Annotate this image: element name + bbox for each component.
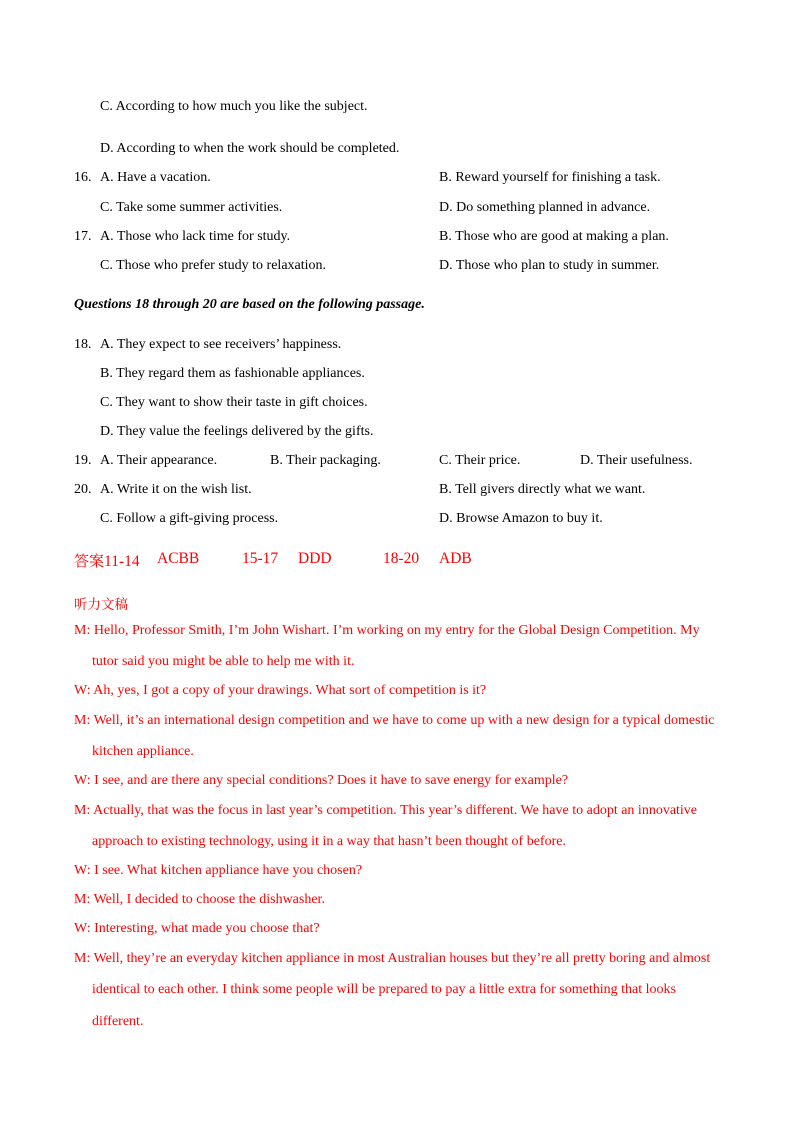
transcript-line-5-text-1: M: Actually, that was the focus in last year’s competition. This year’s different. We have to adopt an innovative: [74, 803, 698, 818]
transcript-line-1-cont: [92, 654, 727, 670]
answer-key: [74, 550, 140, 571]
q20-option-b: B. Tell givers directly what we want.: [439, 482, 646, 497]
q18-number: 18.: [74, 337, 92, 352]
q16-option-c: C. Take some summer activities.: [100, 200, 283, 215]
transcript-line-5-text-2: approach to existing technology, using it in a way that hasn’t been thought of before.: [92, 834, 566, 849]
transcript-line-3-text-2: kitchen appliance.: [92, 744, 194, 759]
transcript-line-9-cont-2: [92, 1014, 727, 1030]
transcript-line-8-text-1: W: Interesting, what made you choose that?: [74, 921, 320, 936]
transcript-line-8: [74, 921, 727, 937]
q19-option-b: B. Their packaging.: [270, 453, 381, 468]
transcript-line-3-cont: [92, 744, 727, 760]
q19-number: 19.: [74, 453, 92, 468]
transcript-line-1: [74, 623, 727, 639]
q15-option-d: D. According to when the work should be completed.: [100, 141, 400, 156]
q20-option-c: C. Follow a gift-giving process.: [100, 511, 279, 526]
transcript-line-1-text-2: tutor said you might be able to help me with it.: [92, 654, 355, 669]
q20-number: 20.: [74, 482, 92, 497]
q16-option-d: D. Do something planned in advance.: [439, 200, 651, 215]
answer-range-1: 11-14: [104, 553, 140, 570]
q15-option-c: C. According to how much you like the subject.: [100, 99, 368, 114]
q17-option-d: D. Those who plan to study in summer.: [439, 258, 660, 273]
q16-option-a: A. Have a vacation.: [100, 170, 211, 185]
transcript-line-5-cont: [92, 834, 727, 850]
section-heading: Questions 18 through 20 are based on the following passage.: [74, 297, 425, 312]
answer-keys-1: ACBB: [157, 550, 200, 567]
q16-number: 16.: [74, 170, 92, 185]
transcript-line-9-cont: [92, 982, 727, 998]
q19-option-d: D. Their usefulness.: [580, 453, 693, 468]
transcript-line-4-text-1: W: I see, and are there any special conditions? Does it have to save energy for example?: [74, 773, 569, 788]
q18-option-d: D. They value the feelings delivered by the gifts.: [100, 424, 374, 439]
q20-option-d: D. Browse Amazon to buy it.: [439, 511, 603, 526]
transcript-line-9-text-2: identical to each other. I think some people will be prepared to pay a little extra for something that looks: [92, 982, 676, 997]
q16-option-b: B. Reward yourself for finishing a task.: [439, 170, 661, 185]
q17-option-b: B. Those who are good at making a plan.: [439, 229, 669, 244]
transcript-line-9-text-1: M: Well, they’re an everyday kitchen appliance in most Australian houses but they’re all pretty boring and almost: [74, 951, 711, 966]
transcript-line-2-text-1: W: Ah, yes, I got a copy of your drawings. What sort of competition is it?: [74, 683, 487, 698]
q20-option-a: A. Write it on the wish list.: [100, 482, 252, 497]
answer-keys-3: ADB: [439, 550, 472, 567]
q18-option-b: B. They regard them as fashionable appliances.: [100, 366, 365, 381]
transcript-line-1-text-1: M: Hello, Professor Smith, I’m John Wishart. I’m working on my entry for the Global Design Competition. My: [74, 623, 700, 638]
transcript-line-7: [74, 892, 727, 908]
transcript-line-9-text-3: different.: [92, 1014, 144, 1029]
transcript-line-3-text-1: M: Well, it’s an international design competition and we have to come up with a new design for a typical domestic: [74, 713, 715, 728]
q17-option-c: C. Those who prefer study to relaxation.: [100, 258, 327, 273]
answer-keys-2: DDD: [298, 550, 332, 567]
transcript-line-2: [74, 683, 727, 699]
q19-option-c: C. Their price.: [439, 453, 521, 468]
transcript-line-5: [74, 803, 727, 819]
q18-option-a: A. They expect to see receivers’ happiness.: [100, 337, 342, 352]
transcript-line-6: [74, 863, 727, 879]
answer-range-3: 18-20: [383, 550, 420, 567]
q19-option-a: A. Their appearance.: [100, 453, 218, 468]
transcript-line-9: [74, 951, 727, 967]
transcript-line-7-text-1: M: Well, I decided to choose the dishwasher.: [74, 892, 325, 907]
answer-label: 答案: [74, 552, 105, 570]
answer-range-2: 15-17: [242, 550, 279, 567]
transcript-line-4: [74, 773, 727, 789]
transcript-line-3: [74, 713, 727, 729]
q17-number: 17.: [74, 229, 92, 244]
transcript-title: 听力文稿: [74, 597, 128, 613]
q18-option-c: C. They want to show their taste in gift choices.: [100, 395, 368, 410]
transcript-line-6-text-1: W: I see. What kitchen appliance have you chosen?: [74, 863, 363, 878]
q17-option-a: A. Those who lack time for study.: [100, 229, 291, 244]
